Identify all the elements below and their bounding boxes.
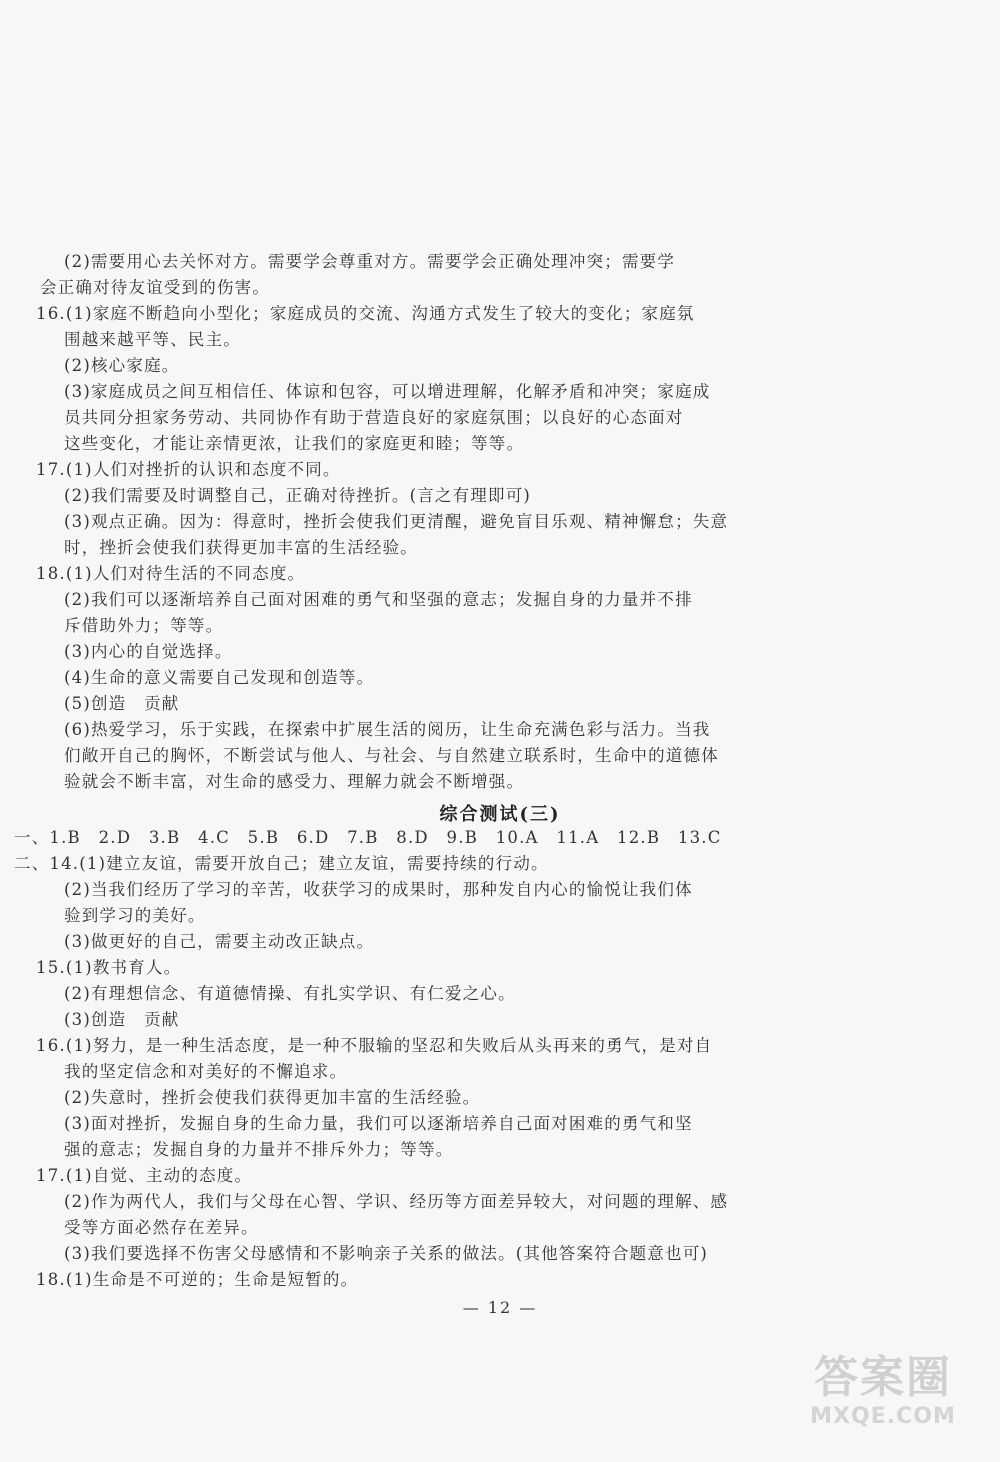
section-title: 综合测试(三) [439,804,561,825]
answer-line: 18.(1)人们对待生活的不同态度。 [36,564,306,583]
answer-line: (5)创造 贡献 [64,694,180,713]
answer-line: 会正确对待友谊受到的伤害。 [40,278,271,297]
answer-line: 16.(1)家庭不断趋向小型化；家庭成员的交流、沟通方式发生了较大的变化；家庭氛 [36,304,695,323]
answer-line: 围越来越平等、民主。 [64,330,241,349]
answer-line: 验到学习的美好。 [64,906,206,925]
site-watermark [788,1352,978,1444]
answer-line: (3)内心的自觉选择。 [64,642,233,661]
answer-line: (2)有理想信念、有道德情操、有扎实学识、有仁爱之心。 [64,984,516,1003]
answer-line: 我的坚定信念和对美好的不懈追求。 [64,1062,348,1081]
answer-line: (6)热爱学习，乐于实践，在探索中扩展生活的阅历，让生命充满色彩与活力。当我 [64,720,711,739]
answer-line: 15.(1)教书育人。 [36,958,182,977]
answer-line: (2)当我们经历了学习的辛苦，收获学习的成果时，那种发自内心的愉悦让我们体 [64,880,693,899]
answer-line: (4)生命的意义需要自己发现和创造等。 [64,668,375,687]
answer-line: (2)需要用心去关怀对方。需要学会尊重对方。需要学会正确处理冲突；需要学 [64,252,676,271]
answer-line: (2)作为两代人，我们与父母在心智、学识、经历等方面差异较大，对问题的理解、感 [64,1192,729,1211]
answer-line: 时，挫折会使我们获得更加丰富的生活经验。 [64,538,418,557]
page-number: — 12 — [462,1298,538,1317]
answer-line: 17.(1)自觉、主动的态度。 [36,1166,253,1185]
answer-line: (3)我们要选择不伤害父母感情和不影响亲子关系的做法。(其他答案符合题意也可) [64,1244,709,1263]
answer-line: 二、14.(1)建立友谊，需要开放自己；建立友谊，需要持续的行动。 [14,854,549,873]
answer-line: 一、1.B 2.D 3.B 4.C 5.B 6.D 7.B 8.D 9.B 10.A 11.A 12.B 13.C [14,828,722,847]
answer-line: (3)观点正确。因为：得意时，挫折会使我们更清醒，避免盲目乐观、精神懈怠；失意 [64,512,729,531]
answer-line: 16.(1)努力，是一种生活态度，是一种不服输的坚忍和失败后从头再来的勇气，是对自 [36,1036,713,1055]
answer-line: (3)做更好的自己，需要主动改正缺点。 [64,932,375,951]
answer-line: 们敞开自己的胸怀，不断尝试与他人、与社会、与自然建立联系时，生命中的道德体 [64,746,719,765]
answer-line: (2)失意时，挫折会使我们获得更加丰富的生活经验。 [64,1088,481,1107]
answer-line: (2)我们需要及时调整自己，正确对待挫折。(言之有理即可) [64,486,532,505]
answer-line: 员共同分担家务劳动、共同协作有助于营造良好的家庭氛围；以良好的心态面对 [64,408,684,427]
answer-line: 斥借助外力；等等。 [64,616,224,635]
answer-line: 这些变化，才能让亲情更浓，让我们的家庭更和睦；等等。 [64,434,525,453]
watermark-logo: 答案圈 [814,1352,952,1403]
answer-line: 17.(1)人们对挫折的认识和态度不同。 [36,460,341,479]
answer-line: (2)我们可以逐渐培养自己面对困难的勇气和坚强的意志；发掘自身的力量并不排 [64,590,693,609]
answer-line: 受等方面必然存在差异。 [64,1218,259,1237]
answer-line: (3)家庭成员之间互相信任、体谅和包容，可以增进理解，化解矛盾和冲突；家庭成 [64,382,711,401]
answer-line: (3)面对挫折，发掘自身的生命力量，我们可以逐渐培养自己面对困难的勇气和坚 [64,1114,693,1133]
watermark-url: MXQE.COM [810,1404,956,1429]
answer-line: 18.(1)生命是不可逆的；生命是短暂的。 [36,1270,359,1289]
answer-line: (2)核心家庭。 [64,356,180,375]
answer-line: 验就会不断丰富，对生命的感受力、理解力就会不断增强。 [64,772,525,791]
answer-line: 强的意志；发掘自身的力量并不排斥外力；等等。 [64,1140,454,1159]
answer-line: (3)创造 贡献 [64,1010,180,1029]
